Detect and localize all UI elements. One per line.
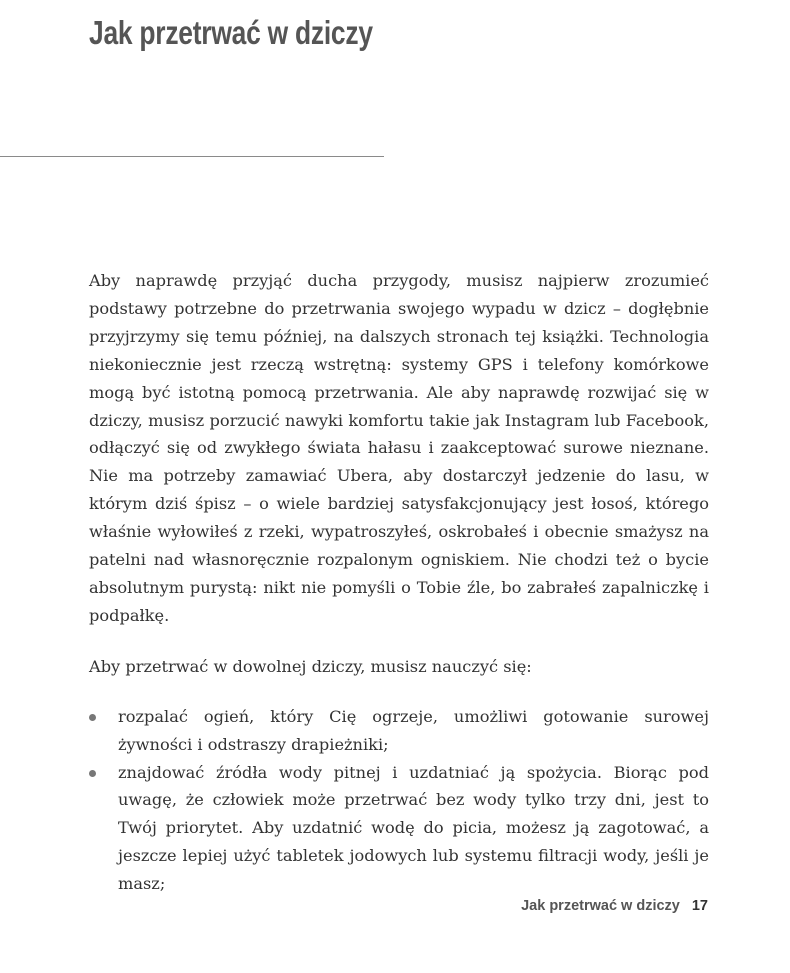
page-number: 17 bbox=[691, 898, 708, 914]
paragraph: Aby przetrwać w dowolnej dziczy, musisz nauczyć się: bbox=[89, 656, 532, 676]
running-title: Jak przetrwać w dziczy bbox=[521, 898, 680, 914]
list-item-text: znajdować źródła wody pitnej i uzdatniać ją spożycia. Biorąc pod uwagę, że człowiek może przetrwać bez wody tylko trzy dni, jest to Twój priorytet. Aby uzdatnić wodę do picia, możesz ją zagotować, a jeszcze lepiej użyć tabletek jodowych lub systemu filtracji wody, jeśli je masz; bbox=[118, 762, 709, 894]
list-item-text: rozpalać ogień, który Cię ogrzeje, umożliwi gotowanie surowej żywności i odstraszy drapieżniki; bbox=[118, 706, 709, 754]
list-item bbox=[89, 759, 709, 899]
list-item bbox=[89, 703, 709, 759]
bullet-icon bbox=[89, 770, 96, 777]
body-text bbox=[89, 267, 709, 898]
header-divider bbox=[0, 156, 384, 157]
paragraph: Aby naprawdę przyjąć ducha przygody, musisz najpierw zrozumieć podstawy potrzebne do przetrwania swojego wypadu w dzicz – dogłębnie przyjrzymy się temu później, na dalszych stronach tej książki. Technologia niekoniecznie jest rzeczą wstrętną: systemy GPS i telefony komórkowe mogą być istotną pomocą przetrwania. Ale aby naprawdę rozwijać się w dziczy, musisz porzucić nawyki komfortu takie jak Instagram lub Facebook, odłączyć się od zwykłego świata hałasu i zaakceptować surowe nieznane. Nie ma potrzeby zamawiać Ubera, aby dostarczył jedzenie do lasu, w którym dziś śpisz – o wiele bardziej satysfakcjonujący jest łosoś, którego właśnie wyłowiłeś z rzeki, wypatroszyłeś, oskrobałeś i obecnie smażysz na patelni nad własnoręcznie rozpalonym ogniskiem. Nie chodzi też o bycie absolutnym purystą: nikt nie pomyśli o Tobie źle, bo zabrałeś zapalniczkę i podpałkę. bbox=[89, 271, 709, 625]
bullet-icon bbox=[89, 714, 96, 721]
bullet-list bbox=[89, 703, 709, 898]
chapter-title: Jak przetrwać w dziczy bbox=[89, 14, 373, 51]
page-footer bbox=[521, 898, 708, 914]
